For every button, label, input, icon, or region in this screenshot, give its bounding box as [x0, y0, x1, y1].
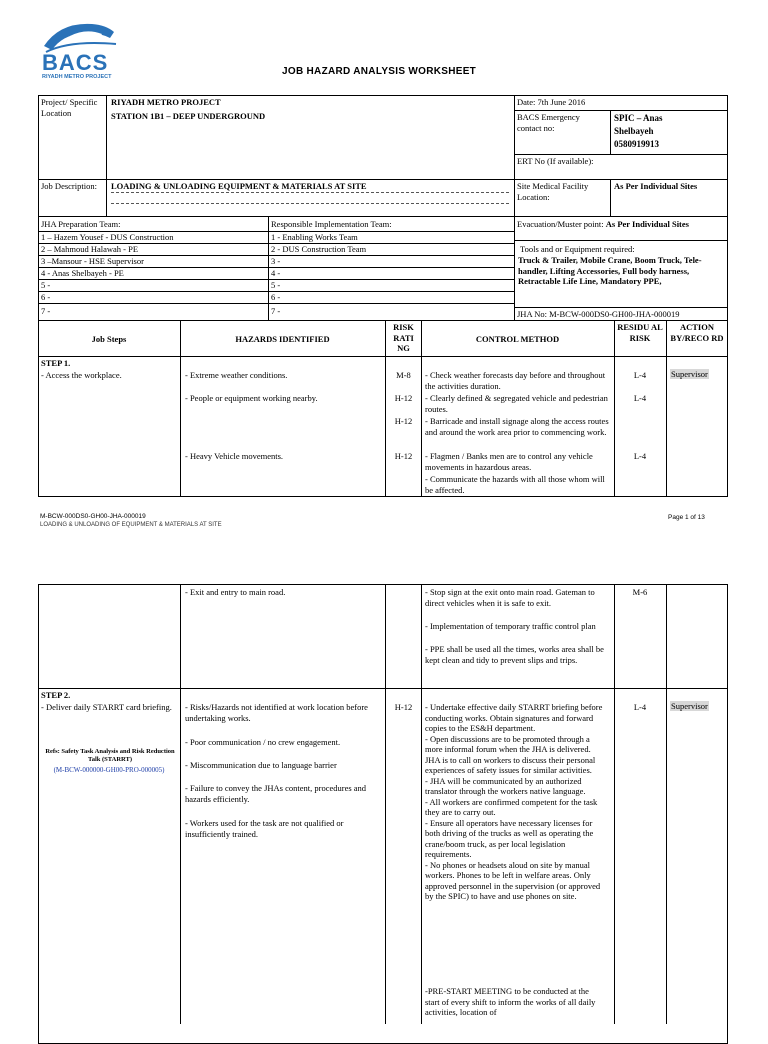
jha-team-member: 7 -	[41, 306, 51, 316]
residual-risk: M-6	[632, 587, 648, 597]
hazard-convey: - Failure to convey the JHAs content, procedures and hazards efficiently.	[185, 783, 367, 804]
jha-number: JHA No: M-BCW-000DS0-GH00-JHA-000019	[517, 309, 680, 319]
ert-label: ERT No (If available):	[517, 156, 594, 166]
control-weather: - Check weather forecasts day before and throughout the activities duration.	[425, 370, 606, 391]
jha-team-member: 2 – Mahmoud Halawah - PE	[41, 244, 139, 254]
residual-risk: L-4	[633, 702, 647, 712]
step1-title: STEP 1.	[41, 358, 71, 368]
hazard-table	[38, 321, 728, 497]
action-supervisor: Supervisor	[671, 701, 708, 711]
date: Date: 7th June 2016	[517, 97, 586, 107]
residual-risk: L-4	[633, 393, 647, 403]
col-residual: RESIDU AL RISK	[617, 322, 663, 343]
col-risk: RISK RATI NG	[393, 322, 414, 353]
step2-title: STEP 2.	[41, 690, 71, 700]
col-action: ACTION BY/RECO RD	[670, 322, 724, 343]
action-supervisor: Supervisor	[671, 369, 708, 379]
risk-rating: H-12	[394, 451, 413, 461]
control-starrt: - Undertake effective daily STARRT briefing before conducting works. Obtain signatures and forward copies to the ES&H department. - Open discussions are to be promoted through a more informal forum when the JHA is delivered. JHA is to call on workers to discuss their personal experiences of safety issues for similar activities. - JHA will be communicated by an authorized translator through the workers native language. - All workers are confirmed competent for the task they are to carry out. - Ensure all operators have necessary licenses for both driving of the trucks as well as operating the crane/boom truck, as per local legislation requirements. - No phones or headsets aloud on site by manual workers. Phones to be left in welfare areas. Only approved personnel in the supervision (or approved by the SPIC) to have and use phones on site.	[425, 702, 603, 901]
hazard-language: - Miscommunication due to language barrier	[185, 760, 337, 770]
jha-team-member: 1 – Hazem Yousef - DUS Construction	[41, 232, 174, 242]
impl-team-member: 4 -	[271, 268, 281, 278]
hazard-exit: - Exit and entry to main road.	[185, 587, 286, 597]
risk-rating: H-12	[394, 702, 413, 712]
impl-team-member: 5 -	[271, 280, 281, 290]
impl-team-member: 1 - Enabling Works Team	[271, 232, 358, 242]
impl-team-label: Responsible Implementation Team:	[271, 219, 392, 229]
tools-value: Truck & Trailer, Mobile Crane, Boom Truck, Tele-handler, Lifting Accessories, Full body harness, Retractable Life Line, Mandatory PPE,	[518, 255, 702, 286]
jha-team-member: 4 - Anas Shelbayeh - PE	[41, 268, 124, 278]
impl-team-member: 6 -	[271, 292, 281, 302]
jha-team-member: 3 –Mansour - HSE Supervisor	[41, 256, 144, 266]
logo-name: BACS	[42, 50, 109, 75]
control-routes: - Clearly defined & segregated vehicle and pedestrian routes.	[425, 393, 608, 414]
control-traffic: - Implementation of temporary traffic control plan	[425, 621, 596, 631]
job-label: Job Description:	[41, 181, 97, 191]
hazard-weather: - Extreme weather conditions.	[185, 370, 288, 380]
control-ppe: - PPE shall be used all the times, works area shall be kept clean and tidy to prevent slips and trips.	[425, 644, 604, 665]
bacs-logo	[40, 16, 120, 84]
page-number: Page 1 of 13	[668, 514, 705, 521]
job-description: LOADING & UNLOADING EQUIPMENT & MATERIALS AT SITE	[111, 181, 367, 191]
bacs-contact-2: Shelbayeh	[614, 126, 654, 136]
step2-reference: Refs: Safety Task Analysis and Risk Reduction Talk (STARRT)	[45, 748, 175, 763]
medical-value: As Per Individual Sites	[614, 181, 698, 191]
project-name: RIYADH METRO PROJECT	[111, 97, 221, 107]
hazard-communication: - Poor communication / no crew engagement.	[185, 737, 341, 747]
col-hazards: HAZARDS IDENTIFIED	[235, 334, 330, 344]
bacs-contact-1: SPIC – Anas	[614, 113, 663, 123]
hazard-people: - People or equipment working nearby.	[185, 393, 318, 403]
bacs-emergency-label: BACS Emergency contact no:	[517, 112, 580, 133]
hazard-table-continued	[38, 584, 728, 1044]
impl-team-member: 7 -	[271, 306, 281, 316]
page-title: JOB HAZARD ANALYSIS WORKSHEET	[282, 66, 477, 77]
step2-reference-code[interactable]: (M-BCW-000000-GH00-PRO-000005)	[53, 766, 165, 774]
project-station: STATION 1B1 – DEEP UNDERGROUND	[111, 111, 266, 121]
bacs-contact-3: 0580919913	[614, 139, 659, 149]
step1-desc: - Access the workplace.	[41, 370, 122, 380]
control-barricade: - Barricade and install signage along the access routes and around the work area prior to commencing work.	[425, 416, 609, 437]
footer-code: M-BCW-000DS0-GH00-JHA-000019	[40, 513, 146, 520]
risk-rating: H-12	[394, 416, 413, 426]
col-job-steps: Job Steps	[91, 334, 127, 344]
jha-team-member: 5 -	[41, 280, 51, 290]
medical-label: Site Medical Facility Location:	[517, 181, 589, 202]
project-label: Project/ Specific Location	[41, 97, 98, 118]
hazard-training: - Workers used for the task are not qualified or insufficiently trained.	[185, 818, 344, 839]
control-prestart: -PRE-START MEETING to be conducted at the start of every shift to inform the works of all daily activities, location of	[425, 986, 596, 1017]
evac-label: Evacuation/Muster point: As Per Individual Sites	[517, 219, 689, 229]
step2-desc: - Deliver daily STARRT card briefing.	[41, 702, 172, 712]
footer-desc: LOADING & UNLOADING OF EQUIPMENT & MATERIALS AT SITE	[40, 522, 222, 528]
residual-risk: L-4	[633, 451, 647, 461]
jha-team-label: JHA Preparation Team:	[41, 219, 121, 229]
col-control: CONTROL METHOD	[475, 334, 560, 344]
tools-label: Tools and or Equipment required:	[520, 244, 635, 254]
hazard-risks: - Risks/Hazards not identified at work location before undertaking works.	[185, 702, 368, 723]
impl-team-member: 2 - DUS Construction Team	[271, 244, 367, 254]
risk-rating: H-12	[394, 393, 413, 403]
logo-subtitle: RIYADH METRO PROJECT	[42, 74, 112, 80]
control-communicate: - Communicate the hazards with all those whom will be affected.	[425, 474, 605, 495]
control-flagmen: - Flagmen / Banks men are to control any vehicle movements in hazardous areas.	[425, 451, 593, 472]
impl-team-member: 3 -	[271, 256, 281, 266]
residual-risk: L-4	[633, 370, 647, 380]
risk-rating: M-8	[396, 370, 411, 380]
control-exit: - Stop sign at the exit onto main road. Gateman to direct vehicles when it is safe to exit.	[425, 587, 595, 608]
jha-team-member: 6 -	[41, 292, 51, 302]
hazard-vehicles: - Heavy Vehicle movements.	[185, 451, 284, 461]
